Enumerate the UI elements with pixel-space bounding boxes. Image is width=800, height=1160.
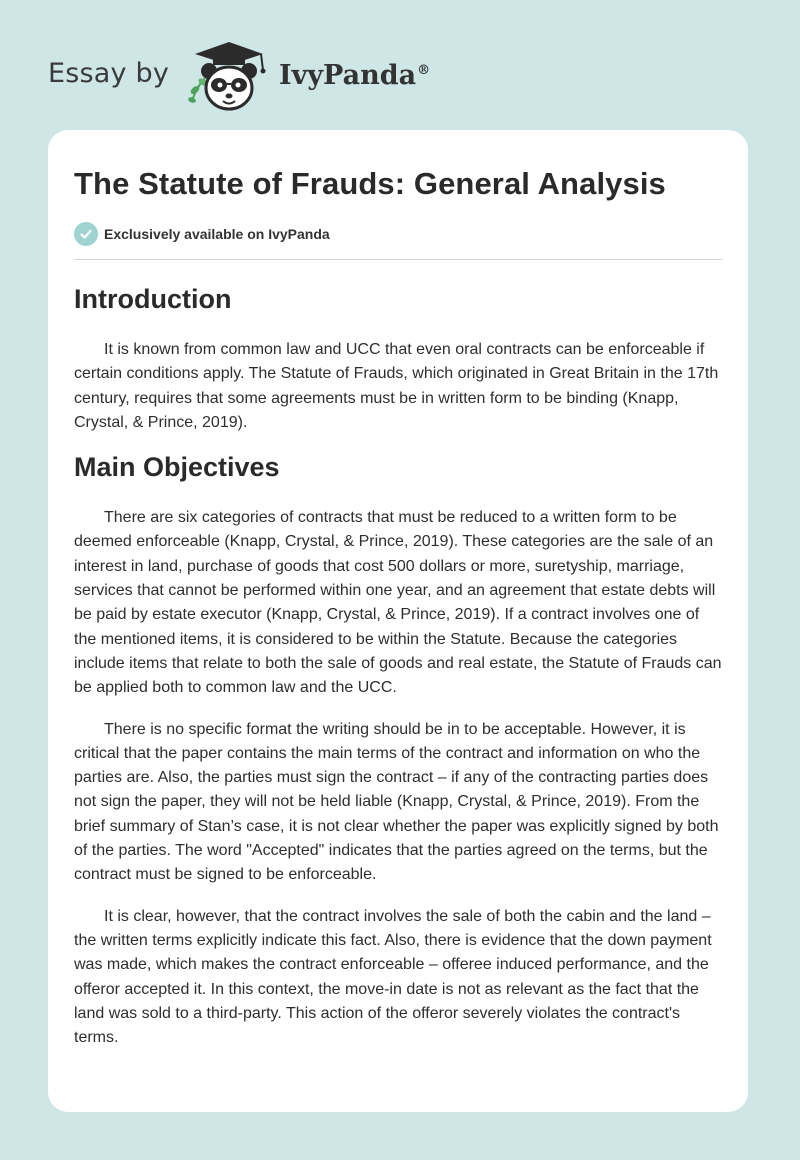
panda-graduate-icon bbox=[183, 38, 275, 114]
section-heading-main-objectives: Main Objectives bbox=[74, 452, 280, 483]
paragraph: There is no specific format the writing should be in to be acceptable. However, it is critical that the paper contains the main terms of the contract and information on who the parties are. Also, the parties must sign the contract – if any of the contracting parties does not sign the paper, they will not be held liable (Knapp, Crystal, & Prince, 2019). From the brief summary of Stan’s case, it is not clear whether the paper was explicitly signed by both of the parties. The word "Accepted" indicates that the parties agreed on the terms, but the contract must be signed to be enforceable. bbox=[74, 720, 719, 884]
paragraph: There are six categories of contracts that must be reduced to a written form to be deemed enforceable (Knapp, Crystal, & Prince, 2019). These categories are the sale of an interest in land, purchase of goods that cost 500 dollars or more, suretyship, marriage, services that cannot be performed within one year, and an agreement that estate debts will be paid by estate executor (Knapp, Crystal, & Prince, 2019). If a contract involves one of the mentioned items, it is considered to be within the Statute. Because the categories include items that relate to both the sale of goods and real estate, the Statute of Frauds can be applied both to common law and the UCC. bbox=[74, 509, 722, 697]
exclusive-label: Exclusively available on IvyPanda bbox=[104, 226, 330, 242]
paragraph: It is known from common law and UCC that even oral contracts can be enforceable if certain conditions apply. The Statute of Frauds, which originated in Great Britain in the 17th century, requires that some agreements must be in written form to be binding (Knapp, Crystal, & Prince, 2019). bbox=[74, 341, 719, 431]
section-heading-introduction: Introduction bbox=[74, 284, 232, 314]
paragraph: It is clear, however, that the contract involves the sale of both the cabin and the land – the written terms explicitly indicate this fact. Also, there is evidence that the down payment was made, which makes the contract enforceable – offeree induced performance, and the offeror accepted it. In this context, the move-in date is not as relevant as the fact that the land was sold to a third-party. This action of the offeror severely violates the contract's terms. bbox=[74, 907, 712, 1047]
essay-by-label: Essay by bbox=[48, 57, 170, 89]
essay-card bbox=[48, 130, 748, 1112]
check-icon bbox=[74, 222, 98, 246]
divider bbox=[74, 259, 722, 260]
site-header bbox=[48, 36, 430, 116]
brand-name: IvyPanda® bbox=[279, 59, 431, 91]
exclusive-badge bbox=[74, 222, 722, 246]
page-title: The Statute of Frauds: General Analysis bbox=[74, 166, 666, 201]
